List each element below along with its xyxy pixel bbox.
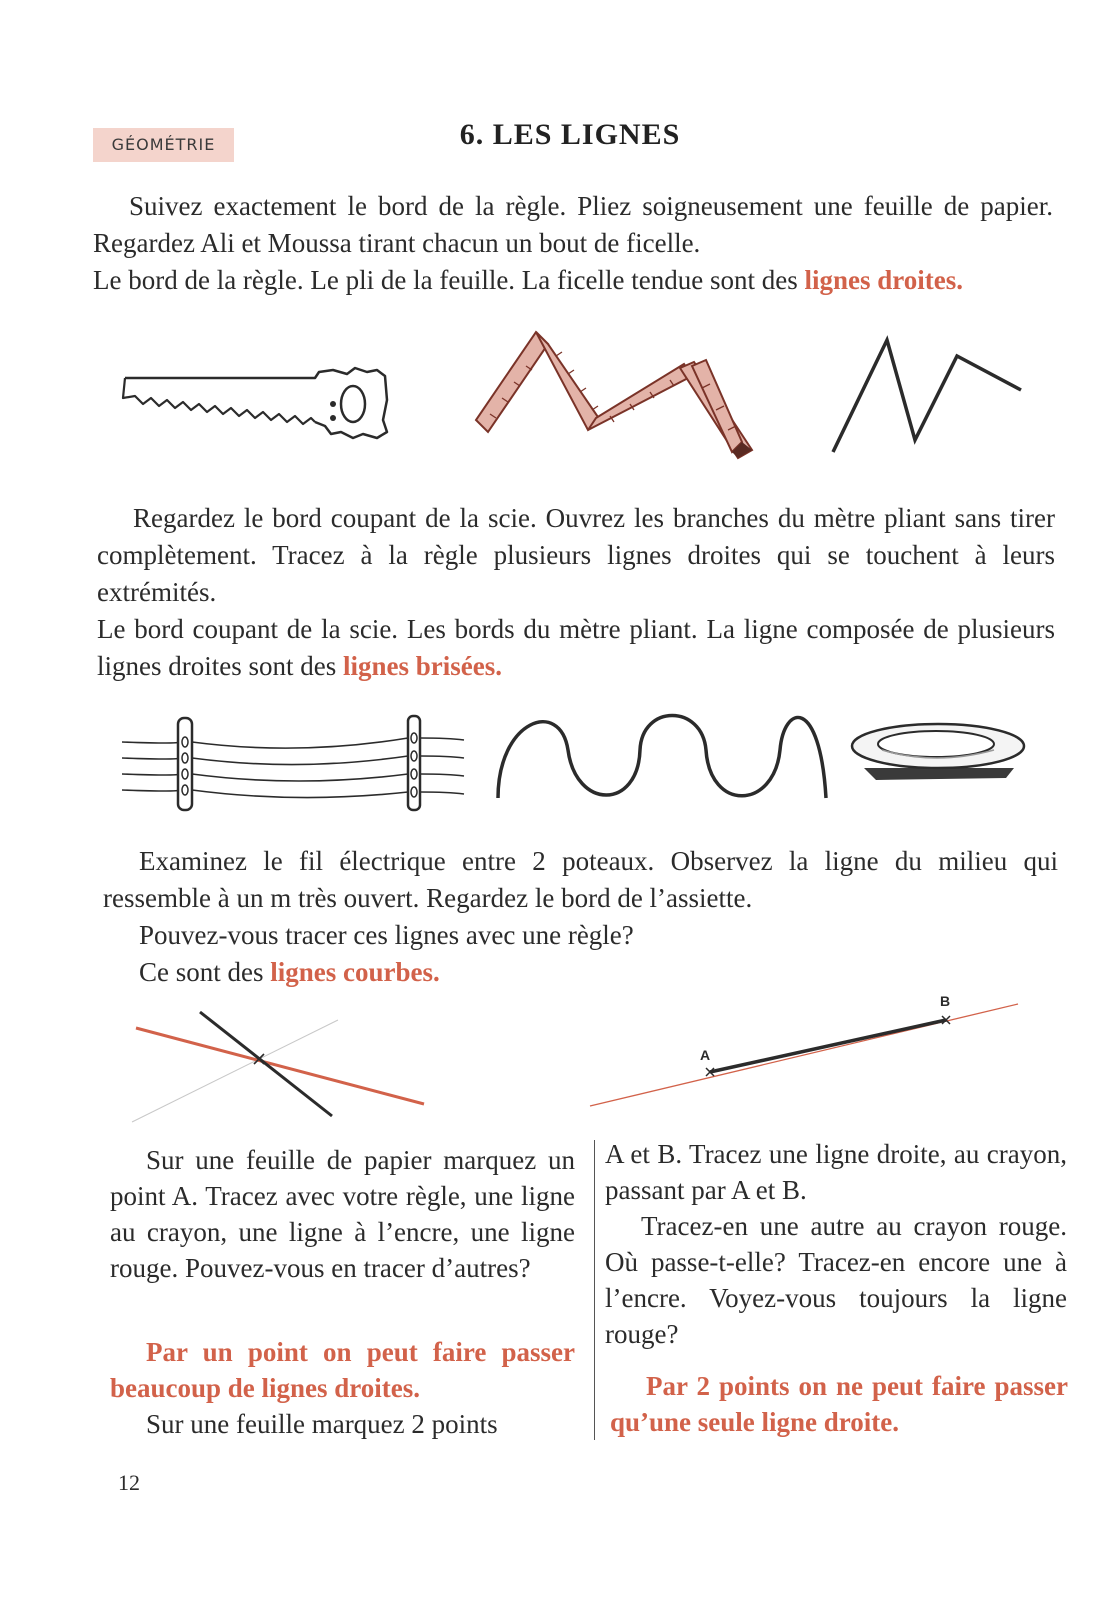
term-curved-lines: lignes courbes.	[270, 957, 440, 987]
paragraph-curved-intro	[103, 843, 1058, 917]
page-number: 12	[118, 1470, 140, 1495]
paragraph-text: Ce sont des	[139, 957, 264, 987]
paragraph-broken-intro	[97, 500, 1055, 685]
folding-ruler-illustration	[470, 322, 760, 467]
right-column-paragraph-1: A et B. Tracez une ligne droite, au crayon, passant par A et B.	[605, 1139, 1067, 1205]
paragraph-text: Examinez le fil électrique entre 2 poteaux. Observez la ligne du milieu qui ressemble à un m très ouvert. Regardez le bord de l’assiette.	[103, 846, 1058, 913]
left-column-rule: Par un point on peut faire passer beaucoup de lignes droites.	[110, 1337, 575, 1403]
paragraph-straight-intro	[93, 188, 1053, 299]
paragraph-text: Le bord coupant de la scie. Les bords du mètre pliant. La ligne composée de plusieurs lignes droites sont des	[97, 614, 1055, 681]
section-tag: GÉOMÉTRIE	[93, 128, 234, 162]
paragraph-curved-conclusion	[139, 954, 1039, 991]
paragraph-text: Regardez le bord coupant de la scie. Ouvrez les branches du mètre pliant sans tirer complètement. Tracez à la règle plusieurs lignes droites qui se touchent à leurs extrémités.	[97, 503, 1055, 607]
paragraph-curved-question	[139, 917, 1039, 954]
column-divider	[594, 1140, 595, 1440]
point-a-label: A	[700, 1047, 711, 1063]
saw-illustration	[115, 360, 395, 445]
page-title: 6. LES LIGNES	[459, 118, 681, 151]
paragraph-text: Pouvez-vous tracer ces lignes avec une règle?	[139, 920, 634, 950]
paragraph-text: Le bord de la règle. Le pli de la feuille. La ficelle tendue sont des	[93, 265, 798, 295]
right-column-paragraph-2: Tracez-en une autre au crayon rouge. Où passe-t-elle? Tracez-en encore une à l’encre. Voyez-vous toujours la ligne rouge?	[605, 1211, 1067, 1349]
line-through-two-points-diagram	[588, 990, 1023, 1110]
left-column-paragraph-1: Sur une feuille de papier marquez un point A. Tracez avec votre règle, une ligne au crayon, une ligne à l’encre, une ligne rouge. Pouvez-vous en tracer d’autres?	[110, 1145, 575, 1283]
electric-wire-illustration	[118, 712, 468, 812]
term-straight-lines: lignes droites.	[804, 265, 963, 295]
plate-illustration	[848, 718, 1030, 783]
point-b-label: B	[940, 993, 951, 1009]
wave-curve-illustration	[490, 700, 840, 810]
lines-through-point-diagram	[128, 1008, 433, 1128]
term-broken-lines: lignes brisées.	[342, 651, 502, 681]
paragraph-text: Suivez exactement le bord de la règle. Pliez soigneusement une feuille de papier. Regardez Ali et Moussa tirant chacun un bout de ficelle.	[93, 191, 1053, 258]
left-column-paragraph-2: Sur une feuille marquez 2 points	[146, 1409, 498, 1439]
zigzag-line-illustration	[825, 330, 1025, 455]
right-column-rule: Par 2 points on ne peut faire passer qu’une seule ligne droite.	[610, 1371, 1068, 1437]
